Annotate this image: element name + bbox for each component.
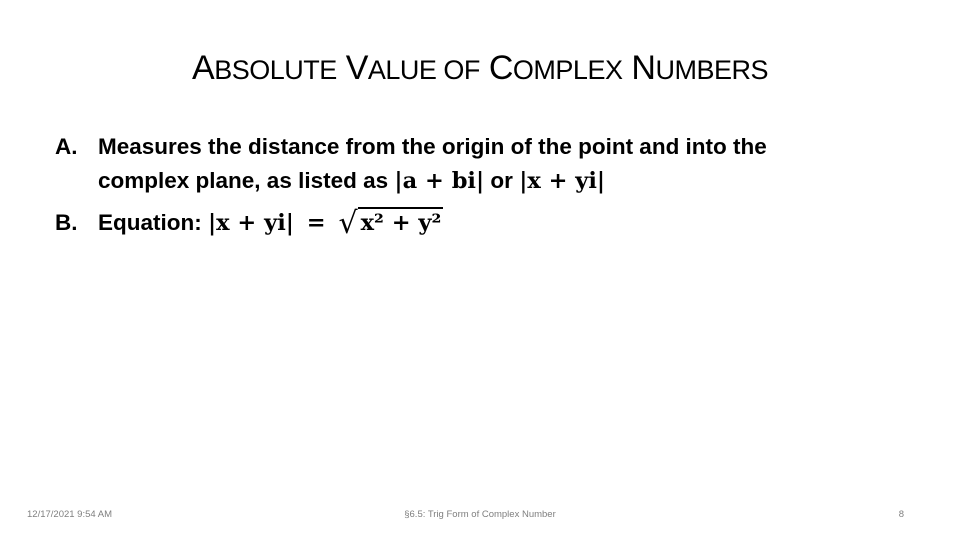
slide-title: [0, 44, 960, 94]
title-cap-3: C: [488, 49, 513, 87]
list-item-a: [55, 130, 905, 198]
item-a-or: or: [490, 168, 513, 193]
list-item-b: [55, 206, 905, 241]
title-cap-2: V: [345, 49, 368, 87]
math-expr-x-yi: |x + yi|: [519, 168, 606, 194]
radicand: x² + y²: [358, 207, 444, 235]
content-list: [55, 130, 905, 249]
item-b-label: Equation:: [98, 210, 202, 235]
item-a-line-2-text: complex plane, as listed as: [98, 168, 389, 193]
equals-sign: =: [306, 210, 326, 236]
title-rest-3: OMPLEX: [512, 55, 623, 85]
item-letter-b: B.: [55, 210, 78, 235]
title-cap-4: N: [631, 49, 656, 87]
title-rest-2: ALUE OF: [367, 55, 480, 85]
item-a-line-2: [98, 164, 905, 198]
footer-page-number: 8: [898, 509, 904, 520]
item-letter-a: A.: [55, 134, 78, 159]
item-a-line-1: Measures the distance from the origin of the point and into the: [98, 134, 767, 159]
radical-sign-icon: √: [338, 206, 358, 241]
square-root: [338, 206, 443, 241]
equation: [208, 206, 443, 241]
title-rest-4: UMBERS: [655, 55, 768, 85]
title-rest-1: BSOLUTE: [214, 55, 337, 85]
equation-lhs: |x + yi|: [208, 210, 294, 236]
math-expr-a-bi: |a + bi|: [394, 168, 485, 194]
title-cap-1: A: [192, 49, 215, 87]
footer-date: 12/17/2021 9:54 AM: [27, 509, 113, 520]
footer-title: §6.5: Trig Form of Complex Number: [404, 509, 556, 520]
